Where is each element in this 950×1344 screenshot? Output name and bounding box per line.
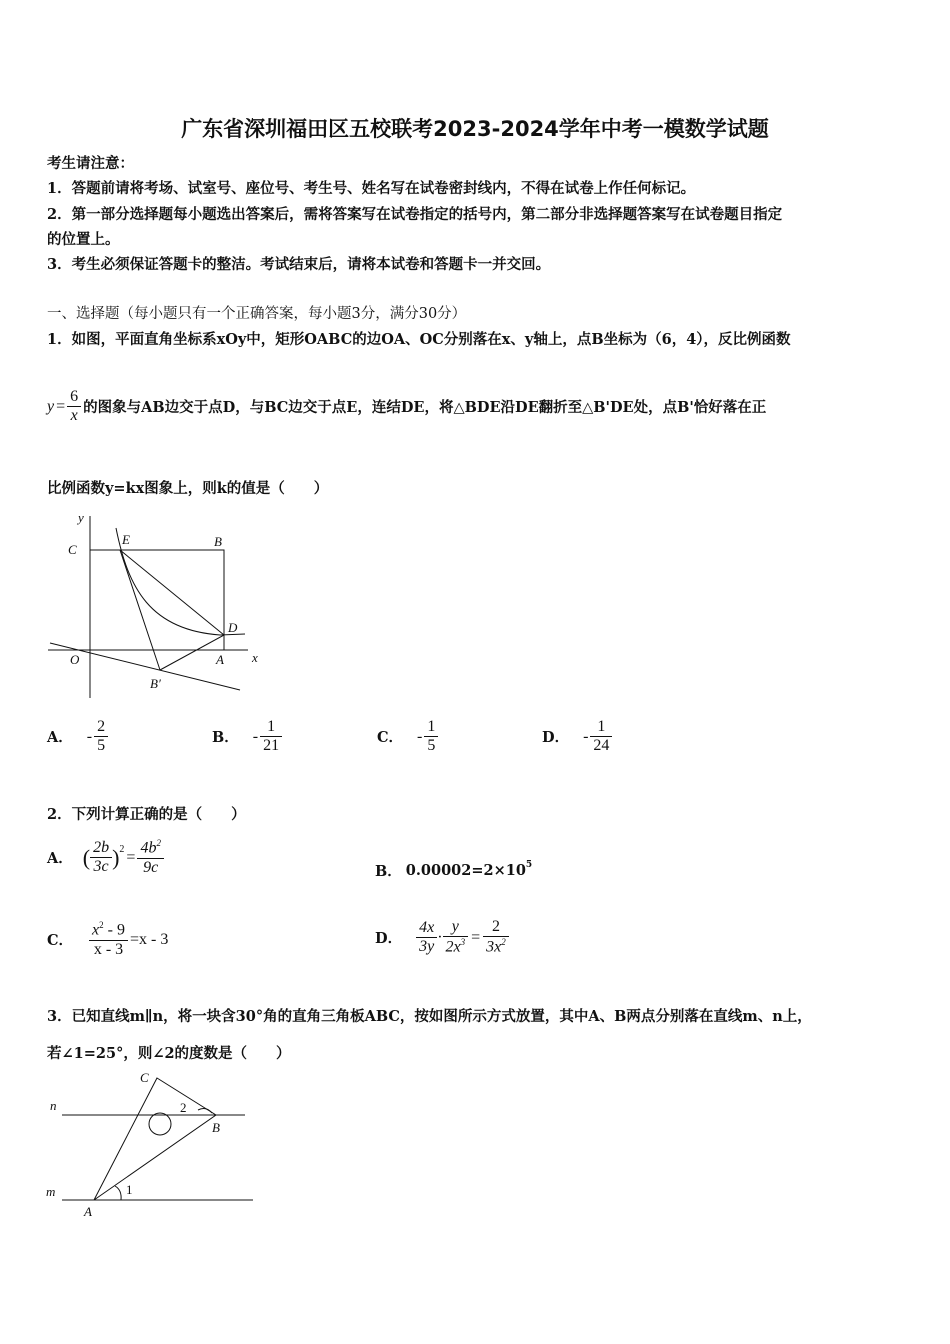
q2-a-right-fraction	[137, 838, 164, 877]
q2-a-rnum-exp: 2	[156, 838, 161, 848]
q2-c-num-x: x	[92, 921, 100, 939]
q2-option-b-label: B．	[375, 863, 402, 880]
q2-a-lden: 3c	[93, 858, 109, 876]
notice-item-1: 1．答题前请将考场、试室号、座位号、考生号、姓名写在试卷密封线内，不得在试卷上作任何标记。	[47, 180, 696, 197]
q3-fig-1: 1	[126, 1182, 133, 1197]
q1-func-num: 6	[67, 388, 81, 407]
q1-func-fraction	[67, 388, 81, 426]
q2-a-left-fraction	[90, 839, 112, 877]
q3-fig-n: n	[50, 1098, 57, 1113]
q2-stem: 2．下列计算正确的是（ ）	[47, 806, 246, 823]
q2-a-rden: 9c	[143, 858, 159, 876]
q3-line2: 若∠1=25°，则∠2的度数是（ ）	[47, 1045, 291, 1062]
q1-option-c[interactable]	[377, 718, 438, 756]
q1-option-d-sign: -	[583, 727, 589, 745]
q2-c-num-rest: - 9	[103, 921, 125, 939]
q1-option-a-label: A．	[47, 729, 73, 747]
q1-option-a[interactable]	[47, 718, 108, 756]
q1-option-a-num: 2	[94, 718, 108, 737]
q1-option-d-num: 1	[590, 718, 612, 737]
q2-d-frac1	[416, 919, 437, 957]
q2-d-n1: 4x	[416, 919, 437, 938]
q2-a-rnum: 4b	[140, 839, 157, 857]
q1-fig-A: A	[216, 652, 224, 667]
q1-fig-B: B	[214, 534, 222, 549]
q3-line1: 3．已知直线m∥n，将一块含30°角的直角三角板ABC，按如图所示方式放置，其中A、B两点分别落在直线m、n上，	[47, 1008, 812, 1025]
q1-func-eq: =	[56, 397, 66, 415]
q1-option-c-den: 5	[427, 737, 436, 755]
q2-d-d3: 3x	[486, 938, 502, 956]
q2-c-fraction	[89, 920, 128, 959]
q1-fig-x: x	[252, 650, 258, 665]
q3-fig-B: B	[212, 1120, 220, 1135]
q1-option-d-label: D．	[542, 729, 570, 747]
q1-option-d[interactable]	[542, 718, 612, 756]
q1-option-a-fraction	[94, 718, 108, 756]
section-heading: 一、选择题（每小题只有一个正确答案，每小题3分，满分30分）	[47, 306, 467, 322]
q1-line2-text: 的图象与AB边交于点D，与BC边交于点E，连结DE，将△BDE沿DE翻折至△B'DE处，点B'恰好落在正	[83, 399, 767, 417]
q2-option-a[interactable]	[47, 838, 164, 877]
q2-c-rhs: =x - 3	[129, 930, 169, 948]
q1-option-b-num: 1	[260, 718, 282, 737]
page-title: 广东省深圳福田区五校联考2023-2024学年中考一模数学试题	[181, 117, 769, 141]
q2-option-d[interactable]	[375, 918, 509, 957]
q2-a-lnum: 2b	[90, 839, 112, 858]
q1-option-d-den: 24	[593, 737, 610, 755]
q2-d-d3-exp: 2	[501, 937, 506, 948]
notice-heading: 考生请注意：	[47, 155, 134, 172]
q1-fig-E: E	[122, 532, 130, 547]
q1-option-b-label: B．	[212, 729, 239, 747]
q1-fig-D: D	[228, 620, 238, 635]
q2-a-exp: 2	[119, 844, 125, 855]
q1-option-c-sign: -	[417, 727, 423, 745]
q1-option-b-sign: -	[252, 727, 259, 745]
q1-option-a-den: 5	[97, 737, 106, 755]
notice-item-2-cont: 的位置上。	[47, 231, 120, 248]
q2-option-c-label: C．	[47, 932, 74, 950]
q1-option-a-sign: -	[86, 727, 93, 745]
q2-d-n2: y	[443, 918, 469, 937]
q1-option-c-label: C．	[377, 729, 404, 747]
q1-option-c-num: 1	[424, 718, 438, 737]
notice-item-3: 3．考生必须保证答题卡的整洁。考试结束后，请将本试卷和答题卡一并交回。	[47, 256, 551, 273]
q1-fig-O: O	[70, 652, 80, 667]
q2-b-exp: 5	[525, 860, 533, 870]
q1-func-y: y	[47, 397, 55, 415]
q2-option-b[interactable]	[375, 860, 532, 881]
q1-line3: 比例函数y=kx图象上，则k的值是（ ）	[47, 480, 329, 497]
notice-item-2: 2．第一部分选择题每小题选出答案后，需将答案写在试卷指定的括号内，第二部分非选择题答案写在试卷题目指定	[47, 206, 783, 223]
q1-options	[47, 718, 867, 768]
q2-a-lparen: (	[82, 844, 91, 870]
q2-d-dot: ·	[437, 928, 443, 946]
q2-option-c[interactable]	[47, 920, 168, 959]
q2-c-num-exp: 2	[99, 920, 104, 930]
q2-a-rparen: )	[112, 844, 120, 870]
q1-line1: 1．如图，平面直角坐标系xOy中，矩形OABC的边OA、OC分别落在x、y轴上，点B坐标为（6，4），反比例函数	[47, 331, 791, 348]
q3-fig-A: A	[84, 1204, 92, 1219]
q1-figure	[40, 508, 270, 708]
q2-b-expr: 0.00002=2×10	[405, 862, 526, 879]
q1-fig-C: C	[68, 542, 77, 557]
q1-option-c-fraction	[424, 718, 438, 756]
q3-fig-C: C	[140, 1070, 149, 1085]
q1-fig-y: y	[78, 510, 84, 525]
q1-option-b-fraction	[260, 718, 282, 756]
q2-a-eq: =	[126, 848, 136, 866]
q1-fig-Bp: B′	[150, 676, 161, 691]
q2-d-eq: =	[471, 928, 481, 946]
q2-option-d-label: D．	[375, 930, 403, 948]
q3-fig-m: m	[46, 1184, 56, 1199]
q2-d-n3: 2	[483, 918, 509, 937]
q2-d-d2-exp: 3	[460, 937, 466, 948]
q3-figure	[40, 1066, 270, 1226]
q2-option-a-label: A．	[47, 850, 73, 868]
q2-d-frac3	[483, 918, 509, 957]
q2-d-frac2	[443, 918, 469, 957]
q3-fig-2: 2	[180, 1100, 187, 1115]
q2-d-d1: 3y	[419, 938, 435, 956]
q1-option-b[interactable]	[212, 718, 282, 756]
q1-line2	[47, 388, 766, 426]
q2-c-den: x - 3	[93, 940, 124, 958]
q2-d-d2: 2x	[445, 938, 461, 956]
q1-func-den: x	[70, 407, 78, 425]
q1-option-b-den: 21	[263, 737, 280, 755]
q1-option-d-fraction	[590, 718, 612, 756]
